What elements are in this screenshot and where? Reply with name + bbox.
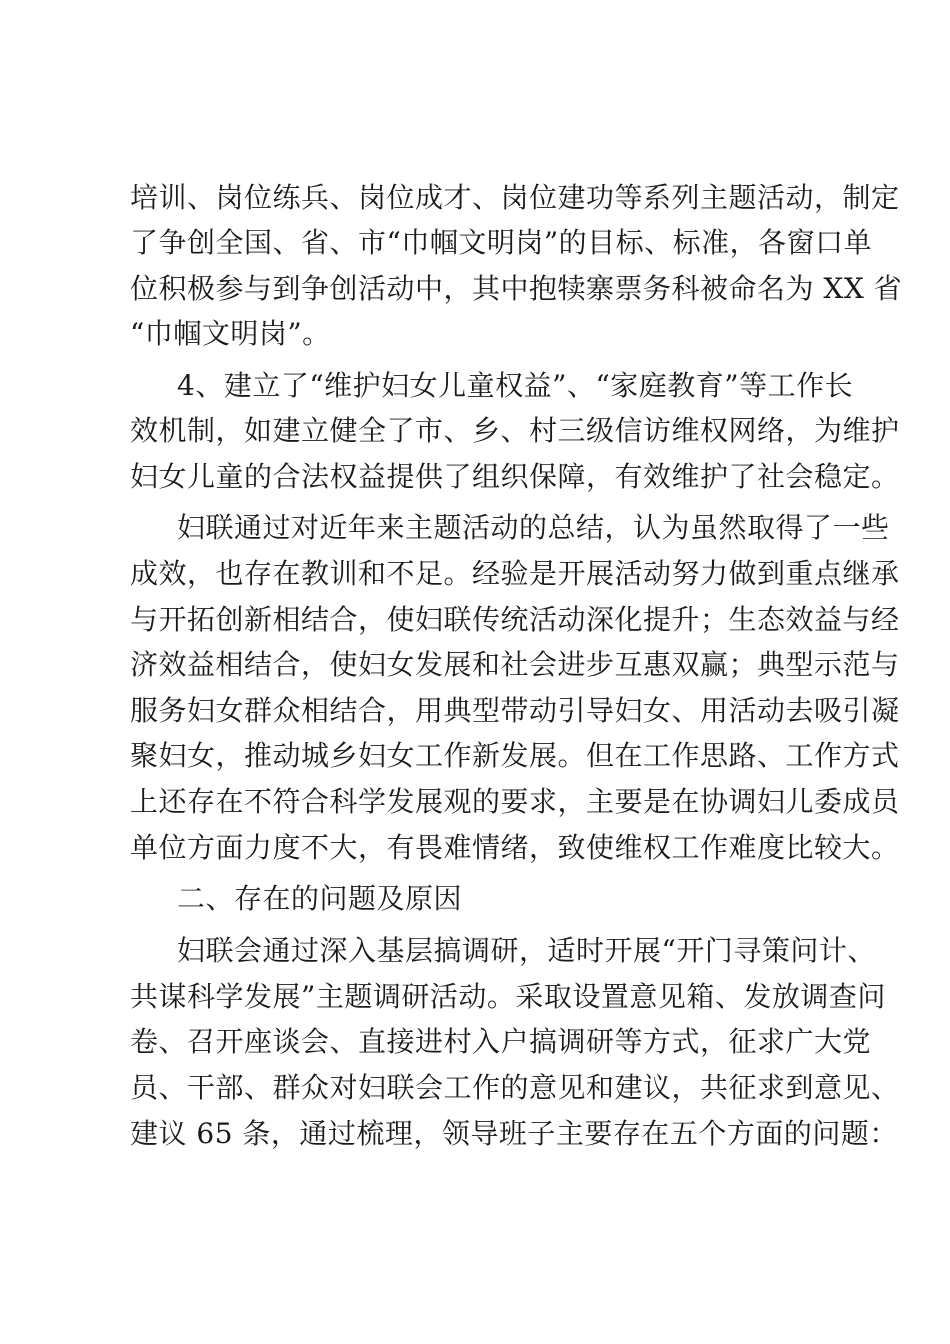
paragraph-line: 妇女儿童的合法权益提供了组织保障，有效维护了社会稳定。 (130, 460, 900, 493)
paragraph-line: 妇联会通过深入基层搞调研，适时开展“开门寻策问计、 (177, 934, 876, 967)
paragraph-line: 4、建立了“维护妇女儿童权益”、“家庭教育”等工作长 (177, 369, 854, 402)
paragraph-line: 卷、召开座谈会、直接进村入户搞调研等方式，征求广大党 (130, 1025, 872, 1058)
paragraph-line: 聚妇女，推动城乡妇女工作新发展。但在工作思路、工作方式 (130, 739, 900, 772)
paragraph-line: “巾帼文明岗”。 (130, 317, 331, 350)
paragraph-line: 了争创全国、省、市“巾帼文明岗”的目标、标准，各窗口单 (130, 226, 873, 259)
paragraph-line: 效机制，如建立健全了市、乡、村三级信访维权网络，为维护 (130, 414, 900, 447)
paragraph-line: 与开拓创新相结合，使妇联传统活动深化提升；生态效益与经 (130, 603, 900, 636)
section-heading: 二、存在的问题及原因 (177, 882, 463, 915)
paragraph-line: 济效益相结合，使妇女发展和社会进步互惠双赢；典型示范与 (130, 648, 900, 681)
paragraph-line: 培训、岗位练兵、岗位成才、岗位建功等系列主题活动，制定 (130, 181, 900, 214)
paragraph-line: 建议 65 条，通过梳理，领导班子主要存在五个方面的问题： (130, 1117, 898, 1150)
paragraph-line: 共谋科学发展”主题调研活动。采取设置意见箱、发放调查问 (130, 980, 886, 1013)
paragraph-line: 单位方面力度不大，有畏难情绪，致使维权工作难度比较大。 (130, 831, 900, 864)
paragraph-line: 妇联通过对近年来主题活动的总结，认为虽然取得了一些 (177, 511, 890, 544)
paragraph-line: 上还存在不符合科学发展观的要求，主要是在协调妇儿委成员 (130, 785, 900, 818)
paragraph-line: 位积极参与到争创活动中，其中抱犊寨票务科被命名为 XX 省 (130, 272, 903, 305)
paragraph-line: 员、干部、群众对妇联会工作的意见和建议，共征求到意见、 (130, 1071, 900, 1104)
paragraph-line: 成效，也存在教训和不足。经验是开展活动努力做到重点继承 (130, 557, 900, 590)
paragraph-line: 服务妇女群众相结合，用典型带动引导妇女、用活动去吸引凝 (130, 694, 900, 727)
